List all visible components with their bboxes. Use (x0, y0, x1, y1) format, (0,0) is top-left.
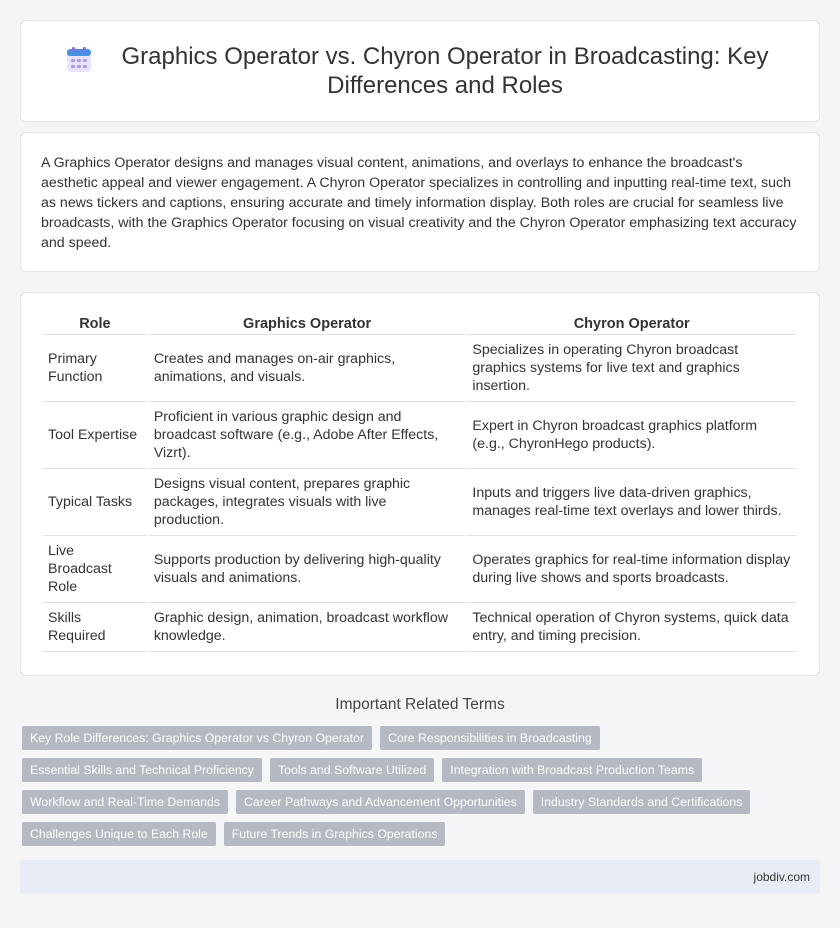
chyron-cell: Operates graphics for real-time information display during live shows and sports broadcasts. (467, 536, 796, 603)
header-chyron-operator: Chyron Operator (467, 315, 796, 335)
chyron-cell: Technical operation of Chyron systems, quick data entry, and timing precision. (467, 603, 796, 652)
table-row (43, 469, 796, 536)
chyron-cell: Expert in Chyron broadcast graphics platform (e.g., ChyronHego products). (467, 402, 796, 469)
table-row (43, 335, 796, 402)
tag-link[interactable]: Future Trends in Graphics Operations (224, 822, 446, 846)
intro-card (20, 132, 820, 272)
title-row (65, 42, 775, 100)
comparison-table (41, 315, 798, 652)
tag-link[interactable]: Career Pathways and Advancement Opportunities (236, 790, 525, 814)
chyron-cell: Inputs and triggers live data-driven graphics, manages real-time text overlays and lower thirds. (467, 469, 796, 536)
graphics-cell: Creates and manages on-air graphics, animations, and visuals. (149, 335, 466, 402)
graphics-cell: Designs visual content, prepares graphic packages, integrates visuals with live production. (149, 469, 466, 536)
chyron-cell: Specializes in operating Chyron broadcast graphics systems for live text and graphics insertion. (467, 335, 796, 402)
header-role: Role (43, 315, 147, 335)
page-title: Graphics Operator vs. Chyron Operator in Broadcasting: Key Differences and Roles (121, 43, 769, 99)
graphics-cell: Proficient in various graphic design and broadcast software (e.g., Adobe After Effects, Vizrt). (149, 402, 466, 469)
footer-site-link[interactable]: jobdiv.com (753, 870, 810, 884)
related-terms-tags (22, 726, 820, 846)
graphics-cell: Graphic design, animation, broadcast workflow knowledge. (149, 603, 466, 652)
graphics-cell: Supports production by delivering high-quality visuals and animations. (149, 536, 466, 603)
tag-link[interactable]: Industry Standards and Certifications (533, 790, 751, 814)
comparison-card (20, 292, 820, 676)
table-header-row (43, 315, 796, 335)
tag-link[interactable]: Tools and Software Utilized (270, 758, 434, 782)
tag-link[interactable]: Integration with Broadcast Production Teams (442, 758, 702, 782)
tag-link[interactable]: Key Role Differences: Graphics Operator vs Chyron Operator (22, 726, 372, 750)
related-terms-heading: Important Related Terms (335, 696, 505, 713)
footer (20, 860, 820, 894)
intro-paragraph: A Graphics Operator designs and manages visual content, animations, and overlays to enhance the broadcast's aesthetic appeal and viewer engagement. A Chyron Operator specializes in controlling and inputting real-time text, such as news tickers and captions, ensuring accurate and timely information display. Both roles are crucial for seamless live broadcasts, with the Graphics Operator focusing on visual creativity and the Chyron Operator emphasizing text accuracy and speed. (41, 155, 797, 251)
tag-link[interactable]: Essential Skills and Technical Proficiency (22, 758, 262, 782)
tag-link[interactable]: Challenges Unique to Each Role (22, 822, 216, 846)
row-label: Tool Expertise (43, 402, 147, 469)
calendar-icon (65, 46, 93, 74)
table-row (43, 402, 796, 469)
row-label: Typical Tasks (43, 469, 147, 536)
table-row (43, 603, 796, 652)
tag-link[interactable]: Core Responsibilities in Broadcasting (380, 726, 600, 750)
row-label: Skills Required (43, 603, 147, 652)
tag-link[interactable]: Workflow and Real-Time Demands (22, 790, 228, 814)
title-card (20, 20, 820, 122)
row-label: Live Broadcast Role (43, 536, 147, 603)
header-graphics-operator: Graphics Operator (149, 315, 466, 335)
row-label: Primary Function (43, 335, 147, 402)
table-row (43, 536, 796, 603)
